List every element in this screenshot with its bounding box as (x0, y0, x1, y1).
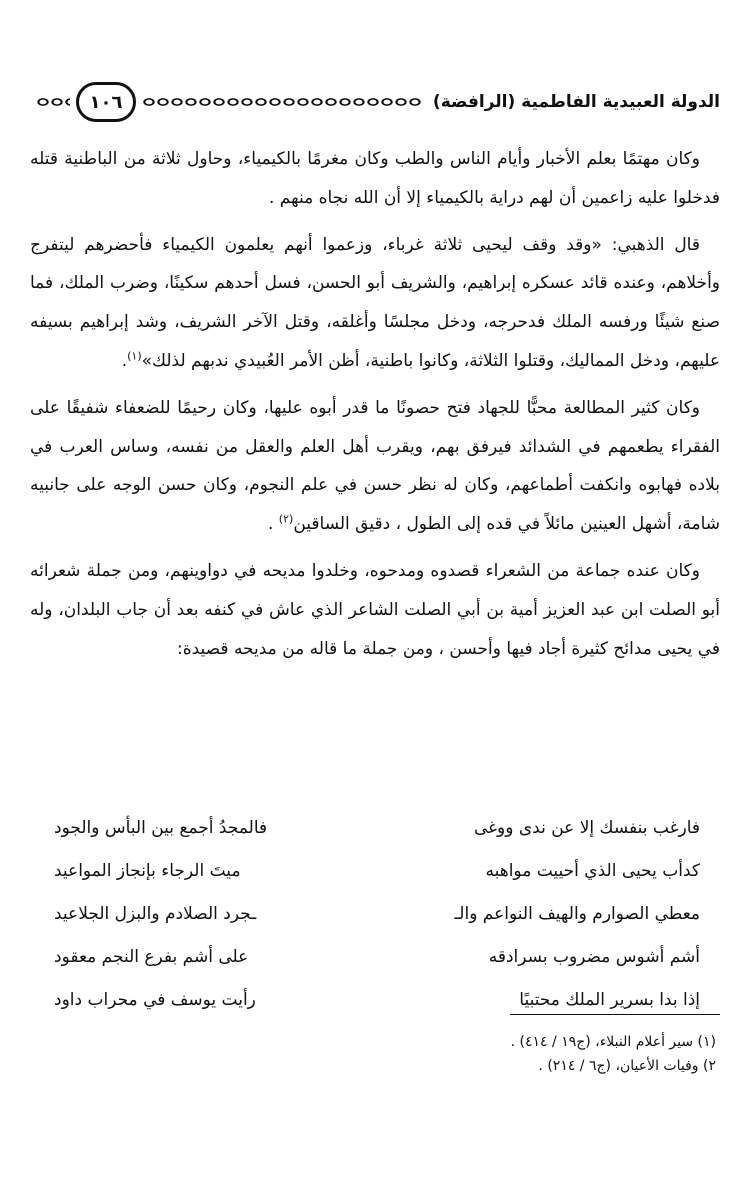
poem-verse (30, 849, 720, 892)
page-header (30, 82, 720, 122)
paragraph-quote: قال الذهبي: «وقد وقف ليحيى ثلاثة غرباء، وزعموا أنهم يعلمون الكيمياء فأحضرهم ليتفرج وأخلاهم، وعنده قائد عسكره إبراهيم، والشريف أبو الحسن، فسل أحدهم سكينًا، وضرب الملك، فما صنع شيئًا ورفسه الملك فدحرجه، ودخل مجلسًا وأغلقه، وقتل الآخر الشريف، وشد إبراهيم بسيفه عليهم، ودخل المماليك، وقتلوا الثلاثة، وكانوا باطنية، أظن الأمر العُبيدي ندبهم لذلك»$^{(١)}$. (30, 234, 720, 371)
footnote-ref: (٢) (278, 512, 294, 526)
verse-second-half: ميتَ الرجاء بإنجاز المواعيد (54, 860, 241, 881)
verse-second-half: رأيت يوسف في محراب داود (54, 989, 256, 1010)
page-number: ١٠٦ (76, 82, 136, 122)
running-title: الدولة العبيدية الفاطمية (الرافضة) (432, 92, 720, 112)
verse-first-half: إذا بدا بسرير الملك محتبيًا (519, 989, 700, 1010)
verse-first-half: فارغب بنفسك إلا عن ندى ووغى (473, 817, 700, 838)
verse-first-half: معطي الصوارم والهيف النواعم والـ (454, 903, 700, 924)
footnote-divider (510, 1014, 720, 1015)
poem-verse (30, 806, 720, 849)
poem (30, 806, 720, 1021)
paragraph: وكان كثير المطالعة محبًّا للجهاد فتح حصونًا ما قدر أبوه عليها، وكان رحيمًا للضعفاء شفيقًا على الفقراء يطعمهم في الشدائد فيرفق بهم، ويقرب أهل العلم والعقل من نفسه، وساس العرب في بلاده فهابوه وانكفت أطماعهم، وكان له نظر حسن في علم النجوم، وكان حسن الوجه على جانبيه شامة، أشهل العينين مائلاً في قده إلى الطول ، دقيق الساقين$^{(٢)}$ . (30, 397, 720, 535)
footnote-ref: (١) (127, 349, 142, 363)
verse-second-half: ـجرد الصلادم والبزل الجلاعيد (54, 903, 257, 924)
footnotes (116, 1030, 716, 1078)
verse-first-half: كدأب يحيى الذي أحييت مواهبه (485, 860, 700, 881)
poem-verse (30, 892, 720, 935)
chain-ornament (142, 97, 421, 107)
footnote-1: (١) سير أعلام النبلاء، (ج١٩ / ٤١٤) . (510, 1034, 716, 1050)
poem-verse (30, 935, 720, 978)
footnote-2: ٢) وفيات الأعيان، (ج٦ / ٢١٤) . (538, 1058, 716, 1074)
paragraph: وكان مهتمًا بعلم الأخبار وأيام الناس والطب وكان مغرمًا بالكيمياء، وحاول ثلاثة من الباطنية قتله فدخلوا عليه زاعمين أن لهم دراية بالكيمياء إلا أن الله نجاه منهم . (30, 149, 720, 208)
verse-first-half: أشم أشوس مضروب بسرادقه (488, 946, 700, 967)
chain-ornament-end (36, 97, 70, 107)
verse-second-half: على أشم بفرع النجم معقود (54, 946, 249, 967)
verse-second-half: فالمجدُ أجمع بين البأس والجود (54, 817, 268, 838)
paragraph: وكان عنده جماعة من الشعراء قصدوه ومدحوه، وخلدوا مديحه في دواوينهم، ومن جملة شعرائه أبو الصلت ابن عبد العزيز أمية بن أبي الصلت الشاعر الذي عاش في كنفه بعد أن جاب البلدان، وله في يحيى مدائح كثيرة أجاد فيها وأحسن ، ومن جملة ما قاله من مديحه قصيدة: (30, 560, 720, 659)
main-text (30, 140, 720, 676)
